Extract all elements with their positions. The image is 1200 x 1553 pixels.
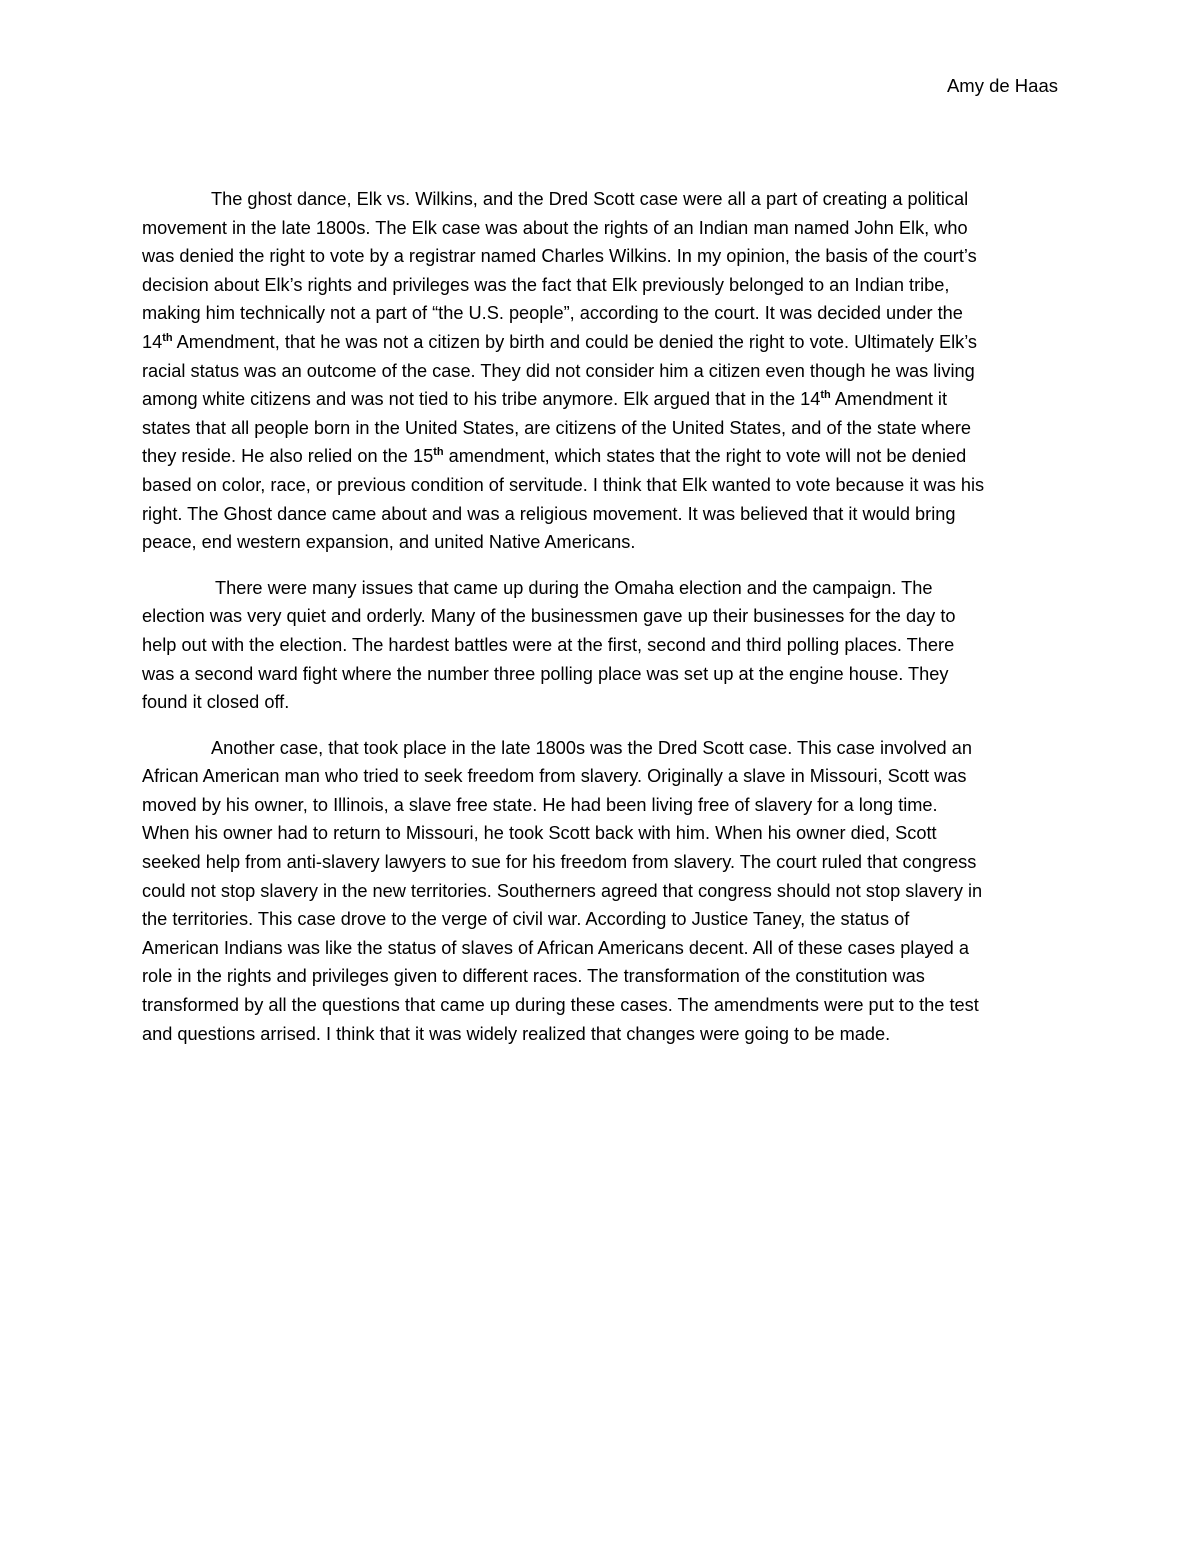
text-line: seeked help from anti-slavery lawyers to sue for his freedom from slavery. The court ruled that congress [142,852,977,873]
text-line: right. The Ghost dance came about and was a religious movement. It was believed that it would bring [142,503,956,524]
text-line: African American man who tried to seek freedom from slavery. Originally a slave in Missouri, Scott was [142,766,967,787]
text-line: The ghost dance, Elk vs. Wilkins, and the Dred Scott case were all a part of creating a political [211,189,969,209]
text-line: found it closed off. [142,692,290,713]
text-line: 14th Amendment, that he was not a citizen by birth and could be denied the right to vote. Ultimately Elk’s [142,331,978,352]
text-line: peace, end western expansion, and united Native Americans. [142,532,636,553]
text-line: role in the rights and privileges given to different races. The transformation of the constitution was [142,966,925,987]
superscript: th [820,389,831,402]
text-line: election was very quiet and orderly. Many of the businessmen gave up their businesses for the day to [142,606,956,627]
text-line: help out with the election. The hardest battles were at the first, second and third polling places. There [142,634,955,655]
author-name: Amy de Haas [946,75,1058,96]
superscript: th [433,446,444,459]
text-line: was a second ward fight where the number three polling place was set up at the engine house. They [142,663,949,684]
paragraph-1 [142,185,1062,557]
text-line: movement in the late 1800s. The Elk case was about the rights of an Indian man named John Elk, who [142,217,968,238]
paragraph-3 [142,734,1062,1049]
text-line: states that all people born in the United States, are citizens of the United States, and of the state where [142,417,972,438]
text-line: making him technically not a part of “the U.S. people”, according to the court. It was decided under the [142,303,963,324]
text-line: among white citizens and was not tied to his tribe anymore. Elk argued that in the 14th Amendment it [142,389,948,410]
text-line: transformed by all the questions that came up during these cases. The amendments were put to the test [142,995,979,1016]
text-line: When his owner had to return to Missouri, he took Scott back with him. When his owner died, Scott [142,823,937,844]
text-line: could not stop slavery in the new territories. Southerners agreed that congress should not stop slavery in [142,880,983,901]
text-line: Another case, that took place in the late 1800s was the Dred Scott case. This case involved an [211,737,972,758]
text-line: American Indians was like the status of slaves of African Americans decent. All of these cases played a [142,937,969,958]
superscript: th [162,331,173,344]
text-line: There were many issues that came up during the Omaha election and the campaign. The [215,577,933,598]
text-line: racial status was an outcome of the case. They did not consider him a citizen even though he was living [142,360,975,381]
text-line: was denied the right to vote by a registrar named Charles Wilkins. In my opinion, the basis of the court’s [142,246,977,267]
essay-body [142,185,1062,1065]
text-line: and questions arrised. I think that it was widely realized that changes were going to be made. [142,1023,891,1044]
text-line: the territories. This case drove to the verge of civil war. According to Justice Taney, the status of [142,909,910,930]
text-line: moved by his owner, to Illinois, a slave free state. He had been living free of slavery for a long time. [142,794,938,815]
paragraph-2 [142,574,1062,717]
text-line: based on color, race, or previous condition of servitude. I think that Elk wanted to vote because it was his [142,474,985,495]
text-line: they reside. He also relied on the 15th amendment, which states that the right to vote will not be denied [142,446,967,467]
text-line: decision about Elk’s rights and privileges was the fact that Elk previously belonged to an Indian tribe, [142,274,950,295]
